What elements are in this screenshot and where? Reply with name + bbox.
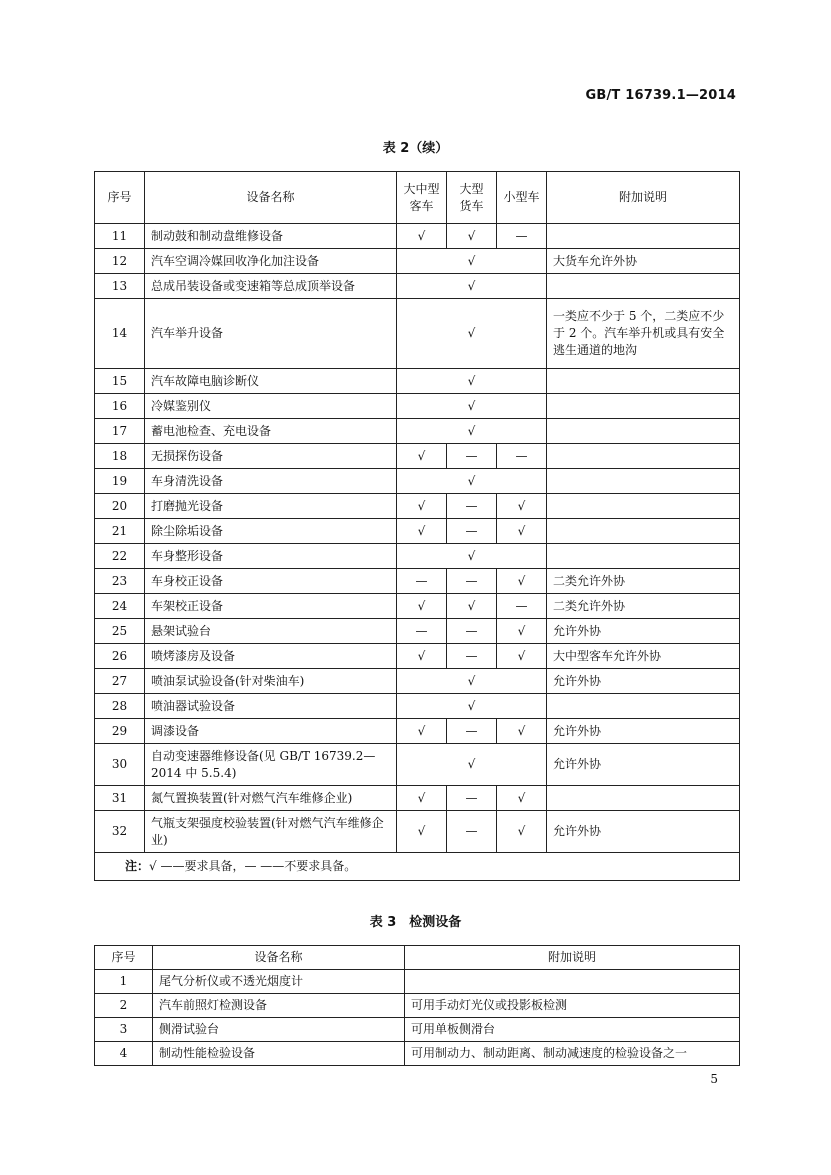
- equipment-name: 打磨抛光设备: [145, 494, 397, 519]
- header-note: 附加说明: [405, 946, 740, 970]
- requirement-car: —: [497, 594, 547, 619]
- header-name: 设备名称: [145, 172, 397, 224]
- requirement-truck: —: [447, 494, 497, 519]
- table-row: [95, 644, 740, 669]
- additional-note: [547, 224, 740, 249]
- requirement-truck: —: [447, 644, 497, 669]
- additional-note: 可用手动灯光仪或投影板检测: [405, 994, 740, 1018]
- requirement-truck: √: [447, 594, 497, 619]
- requirement-all: √: [397, 369, 547, 394]
- table-row: [95, 444, 740, 469]
- row-number: 15: [95, 369, 145, 394]
- requirement-bus: √: [397, 594, 447, 619]
- requirement-bus: √: [397, 224, 447, 249]
- table3-caption: 表 3 检测设备: [369, 915, 462, 930]
- requirement-all: √: [397, 249, 547, 274]
- requirement-car: √: [497, 786, 547, 811]
- requirement-truck: —: [447, 519, 497, 544]
- equipment-name: 车身校正设备: [145, 569, 397, 594]
- requirement-bus: √: [397, 644, 447, 669]
- requirement-all: √: [397, 669, 547, 694]
- row-number: 26: [95, 644, 145, 669]
- row-number: 23: [95, 569, 145, 594]
- header-truck: 大型 货车: [447, 172, 497, 224]
- requirement-truck: √: [447, 224, 497, 249]
- table-row: [95, 519, 740, 544]
- equipment-name: 喷烤漆房及设备: [145, 644, 397, 669]
- requirement-bus: √: [397, 811, 447, 853]
- row-number: 22: [95, 544, 145, 569]
- row-number: 3: [95, 1018, 153, 1042]
- table-row: [95, 694, 740, 719]
- additional-note: 允许外协: [547, 744, 740, 786]
- requirement-all: √: [397, 694, 547, 719]
- equipment-name: 气瓶支架强度校验装置(针对燃气汽车维修企业): [145, 811, 397, 853]
- additional-note: 二类允许外协: [547, 594, 740, 619]
- requirement-truck: —: [447, 444, 497, 469]
- table2-header-row: [95, 172, 740, 224]
- additional-note: [547, 544, 740, 569]
- equipment-name: 除尘除垢设备: [145, 519, 397, 544]
- equipment-name: 车身清洗设备: [145, 469, 397, 494]
- table-row: [95, 594, 740, 619]
- table-row: [95, 994, 740, 1018]
- row-number: 17: [95, 419, 145, 444]
- requirement-all: √: [397, 544, 547, 569]
- header-bus: 大中型 客车: [397, 172, 447, 224]
- requirement-bus: √: [397, 494, 447, 519]
- additional-note: [547, 274, 740, 299]
- requirement-car: √: [497, 719, 547, 744]
- requirement-bus: √: [397, 519, 447, 544]
- requirement-car: √: [497, 811, 547, 853]
- equipment-name: 喷油器试验设备: [145, 694, 397, 719]
- requirement-car: √: [497, 644, 547, 669]
- requirement-all: √: [397, 394, 547, 419]
- additional-note: [547, 519, 740, 544]
- row-number: 16: [95, 394, 145, 419]
- additional-note: 允许外协: [547, 719, 740, 744]
- equipment-name: 喷油泵试验设备(针对柴油车): [145, 669, 397, 694]
- requirement-bus: √: [397, 719, 447, 744]
- requirement-car: —: [497, 224, 547, 249]
- requirement-truck: —: [447, 811, 497, 853]
- requirement-all: √: [397, 299, 547, 369]
- additional-note: 允许外协: [547, 669, 740, 694]
- table-row: [95, 669, 740, 694]
- additional-note: [547, 786, 740, 811]
- equipment-name: 汽车前照灯检测设备: [153, 994, 405, 1018]
- equipment-name: 尾气分析仪或不透光烟度计: [153, 970, 405, 994]
- table-row: [95, 494, 740, 519]
- table-row: [95, 719, 740, 744]
- requirement-car: √: [497, 569, 547, 594]
- row-number: 12: [95, 249, 145, 274]
- requirement-bus: —: [397, 569, 447, 594]
- row-number: 25: [95, 619, 145, 644]
- equipment-name: 侧滑试验台: [153, 1018, 405, 1042]
- row-number: 21: [95, 519, 145, 544]
- additional-note: 大中型客车允许外协: [547, 644, 740, 669]
- table-row: [95, 811, 740, 853]
- header-car: 小型车: [497, 172, 547, 224]
- table-row: [95, 369, 740, 394]
- additional-note: 允许外协: [547, 619, 740, 644]
- requirement-bus: —: [397, 619, 447, 644]
- equipment-name: 悬架试验台: [145, 619, 397, 644]
- page-number: 5: [710, 1072, 718, 1086]
- equipment-name: 汽车举升设备: [145, 299, 397, 369]
- table-row: [95, 970, 740, 994]
- requirement-car: √: [497, 519, 547, 544]
- table-row: [95, 1018, 740, 1042]
- requirement-truck: —: [447, 569, 497, 594]
- additional-note: [547, 419, 740, 444]
- equipment-name: 汽车故障电脑诊断仪: [145, 369, 397, 394]
- table2-equipment: [94, 171, 740, 881]
- footnote-label: 注：: [125, 859, 150, 873]
- table-row: [95, 619, 740, 644]
- requirement-truck: —: [447, 719, 497, 744]
- header-no: 序号: [95, 946, 153, 970]
- table-row: [95, 299, 740, 369]
- footnote-text: √ ——要求具备，— ——不要求具备。: [149, 859, 357, 873]
- equipment-name: 车架校正设备: [145, 594, 397, 619]
- requirement-bus: √: [397, 786, 447, 811]
- additional-note: 可用单板侧滑台: [405, 1018, 740, 1042]
- table-row: [95, 419, 740, 444]
- standard-code: GB/T 16739.1—2014: [585, 88, 736, 103]
- row-number: 24: [95, 594, 145, 619]
- equipment-name: 总成吊装设备或变速箱等总成顶举设备: [145, 274, 397, 299]
- additional-note: [547, 444, 740, 469]
- requirement-all: √: [397, 274, 547, 299]
- equipment-name: 无损探伤设备: [145, 444, 397, 469]
- table2-caption: 表 2（续）: [382, 141, 449, 156]
- requirement-car: —: [497, 444, 547, 469]
- table-row: [95, 1042, 740, 1066]
- table-row: [95, 569, 740, 594]
- row-number: 27: [95, 669, 145, 694]
- additional-note: [547, 469, 740, 494]
- additional-note: [547, 694, 740, 719]
- row-number: 18: [95, 444, 145, 469]
- row-number: 4: [95, 1042, 153, 1066]
- row-number: 11: [95, 224, 145, 249]
- header-name: 设备名称: [153, 946, 405, 970]
- additional-note: 二类允许外协: [547, 569, 740, 594]
- equipment-name: 氮气置换装置(针对燃气汽车维修企业): [145, 786, 397, 811]
- table-row: [95, 394, 740, 419]
- row-number: 20: [95, 494, 145, 519]
- header-no: 序号: [95, 172, 145, 224]
- requirement-car: √: [497, 494, 547, 519]
- equipment-name: 车身整形设备: [145, 544, 397, 569]
- additional-note: 大货车允许外协: [547, 249, 740, 274]
- equipment-name: 调漆设备: [145, 719, 397, 744]
- equipment-name: 自动变速器维修设备(见 GB/T 16739.2—2014 中 5.5.4): [145, 744, 397, 786]
- table-row: [95, 469, 740, 494]
- additional-note: [547, 369, 740, 394]
- table2-footnote: [95, 853, 740, 881]
- row-number: 14: [95, 299, 145, 369]
- table3-inspection-equipment: [94, 945, 740, 1066]
- row-number: 13: [95, 274, 145, 299]
- additional-note: 一类应不少于 5 个，二类应不少于 2 个。汽车举升机或具有安全逃生通道的地沟: [547, 299, 740, 369]
- requirement-all: √: [397, 469, 547, 494]
- table-row: [95, 744, 740, 786]
- additional-note: [405, 970, 740, 994]
- equipment-name: 汽车空调冷媒回收净化加注设备: [145, 249, 397, 274]
- header-note: 附加说明: [547, 172, 740, 224]
- table3-header-row: [95, 946, 740, 970]
- row-number: 31: [95, 786, 145, 811]
- equipment-name: 制动性能检验设备: [153, 1042, 405, 1066]
- row-number: 19: [95, 469, 145, 494]
- equipment-name: 制动鼓和制动盘维修设备: [145, 224, 397, 249]
- table-row: [95, 274, 740, 299]
- requirement-car: √: [497, 619, 547, 644]
- row-number: 28: [95, 694, 145, 719]
- additional-note: 可用制动力、制动距离、制动减速度的检验设备之一: [405, 1042, 740, 1066]
- requirement-all: √: [397, 419, 547, 444]
- row-number: 30: [95, 744, 145, 786]
- table-row: [95, 786, 740, 811]
- requirement-bus: √: [397, 444, 447, 469]
- equipment-name: 蓄电池检查、充电设备: [145, 419, 397, 444]
- requirement-truck: —: [447, 619, 497, 644]
- requirement-truck: —: [447, 786, 497, 811]
- equipment-name: 冷媒鉴别仪: [145, 394, 397, 419]
- additional-note: 允许外协: [547, 811, 740, 853]
- table2-footnote-row: [95, 853, 740, 881]
- row-number: 29: [95, 719, 145, 744]
- row-number: 32: [95, 811, 145, 853]
- row-number: 1: [95, 970, 153, 994]
- requirement-all: √: [397, 744, 547, 786]
- additional-note: [547, 394, 740, 419]
- table-row: [95, 224, 740, 249]
- row-number: 2: [95, 994, 153, 1018]
- table-row: [95, 544, 740, 569]
- table-row: [95, 249, 740, 274]
- additional-note: [547, 494, 740, 519]
